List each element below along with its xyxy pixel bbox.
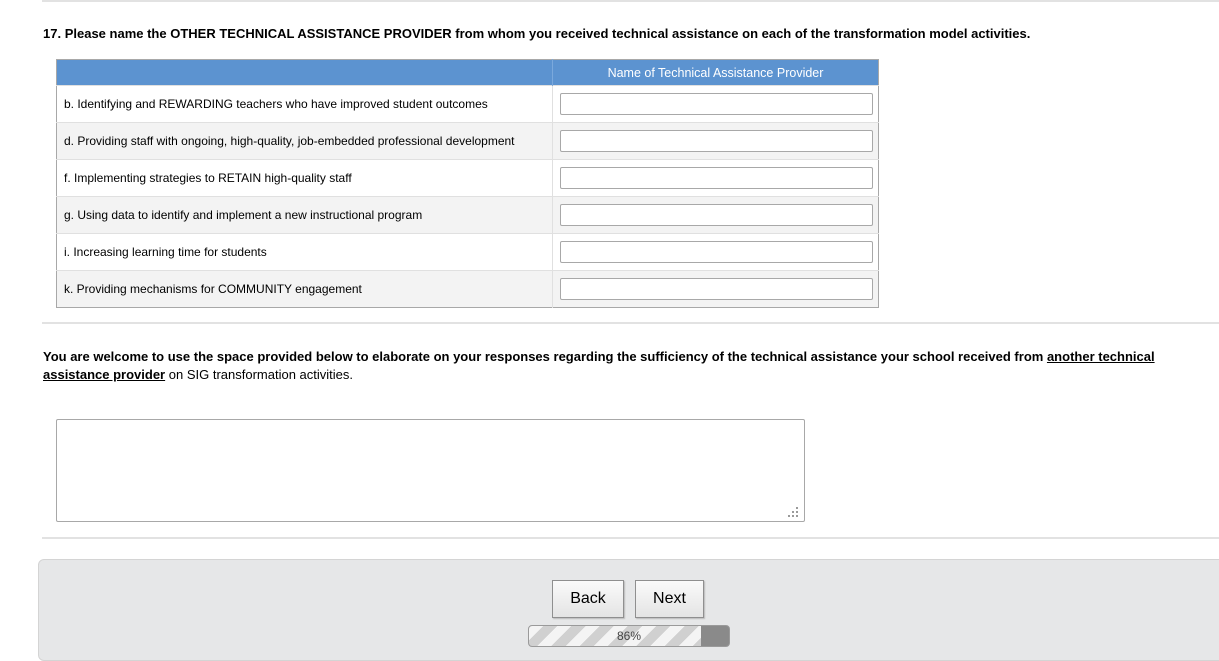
provider-name-input[interactable]: [560, 204, 873, 226]
matrix-input-cell: [553, 197, 879, 234]
elaborate-text-after: on SIG transformation activities.: [168, 367, 353, 382]
provider-name-input[interactable]: [560, 241, 873, 263]
matrix-row: [57, 234, 879, 271]
provider-matrix: [56, 59, 879, 308]
question-number: 17.: [43, 26, 62, 41]
matrix-input-cell: [553, 86, 879, 123]
matrix-corner-header: [57, 60, 553, 86]
elaborate-prompt: [43, 348, 1208, 384]
matrix-row: [57, 86, 879, 123]
matrix-row-label: g. Using data to identify and implement a new instructional program: [57, 197, 553, 234]
section-divider: [42, 322, 1219, 324]
matrix-row-label: d. Providing staff with ongoing, high-quality, job-embedded professional development: [57, 123, 553, 160]
matrix-input-cell: [553, 123, 879, 160]
provider-column-header: Name of Technical Assistance Provider: [553, 60, 879, 86]
elaborate-textarea[interactable]: [56, 419, 805, 522]
matrix-row-label: f. Implementing strategies to RETAIN high-quality staff: [57, 160, 553, 197]
matrix-input-cell: [553, 234, 879, 271]
question-title: [43, 26, 1030, 41]
question-suffix: from whom you received technical assistance on each of the transformation model activities.: [455, 26, 1031, 41]
provider-name-input[interactable]: [560, 167, 873, 189]
matrix-row: [57, 271, 879, 308]
progress-bar: [528, 625, 730, 647]
footer-divider: [42, 537, 1219, 539]
question-emphasis: OTHER TECHNICAL ASSISTANCE PROVIDER: [170, 26, 452, 41]
matrix-row-label: k. Providing mechanisms for COMMUNITY engagement: [57, 271, 553, 308]
matrix-row-label: b. Identifying and REWARDING teachers who have improved student outcomes: [57, 86, 553, 123]
provider-name-input[interactable]: [560, 278, 873, 300]
resize-grip-icon[interactable]: [786, 505, 800, 519]
matrix-row-label: i. Increasing learning time for students: [57, 234, 553, 271]
progress-label: 86%: [616, 629, 642, 643]
provider-name-input[interactable]: [560, 93, 873, 115]
matrix-row: [57, 197, 879, 234]
elaborate-text-before: You are welcome to use the space provided below to elaborate on your responses regarding the sufficiency of the technical assistance your school received from: [43, 349, 1044, 364]
back-button[interactable]: Back: [552, 580, 624, 618]
top-divider: [42, 0, 1219, 2]
elaborate-emphasis-link: another technical assistance provider: [43, 349, 1155, 382]
matrix-input-cell: [553, 160, 879, 197]
matrix-input-cell: [553, 271, 879, 308]
question-prefix: Please name the: [64, 26, 167, 41]
matrix-row: [57, 160, 879, 197]
next-button[interactable]: Next: [635, 580, 704, 618]
provider-name-input[interactable]: [560, 130, 873, 152]
matrix-row: [57, 123, 879, 160]
